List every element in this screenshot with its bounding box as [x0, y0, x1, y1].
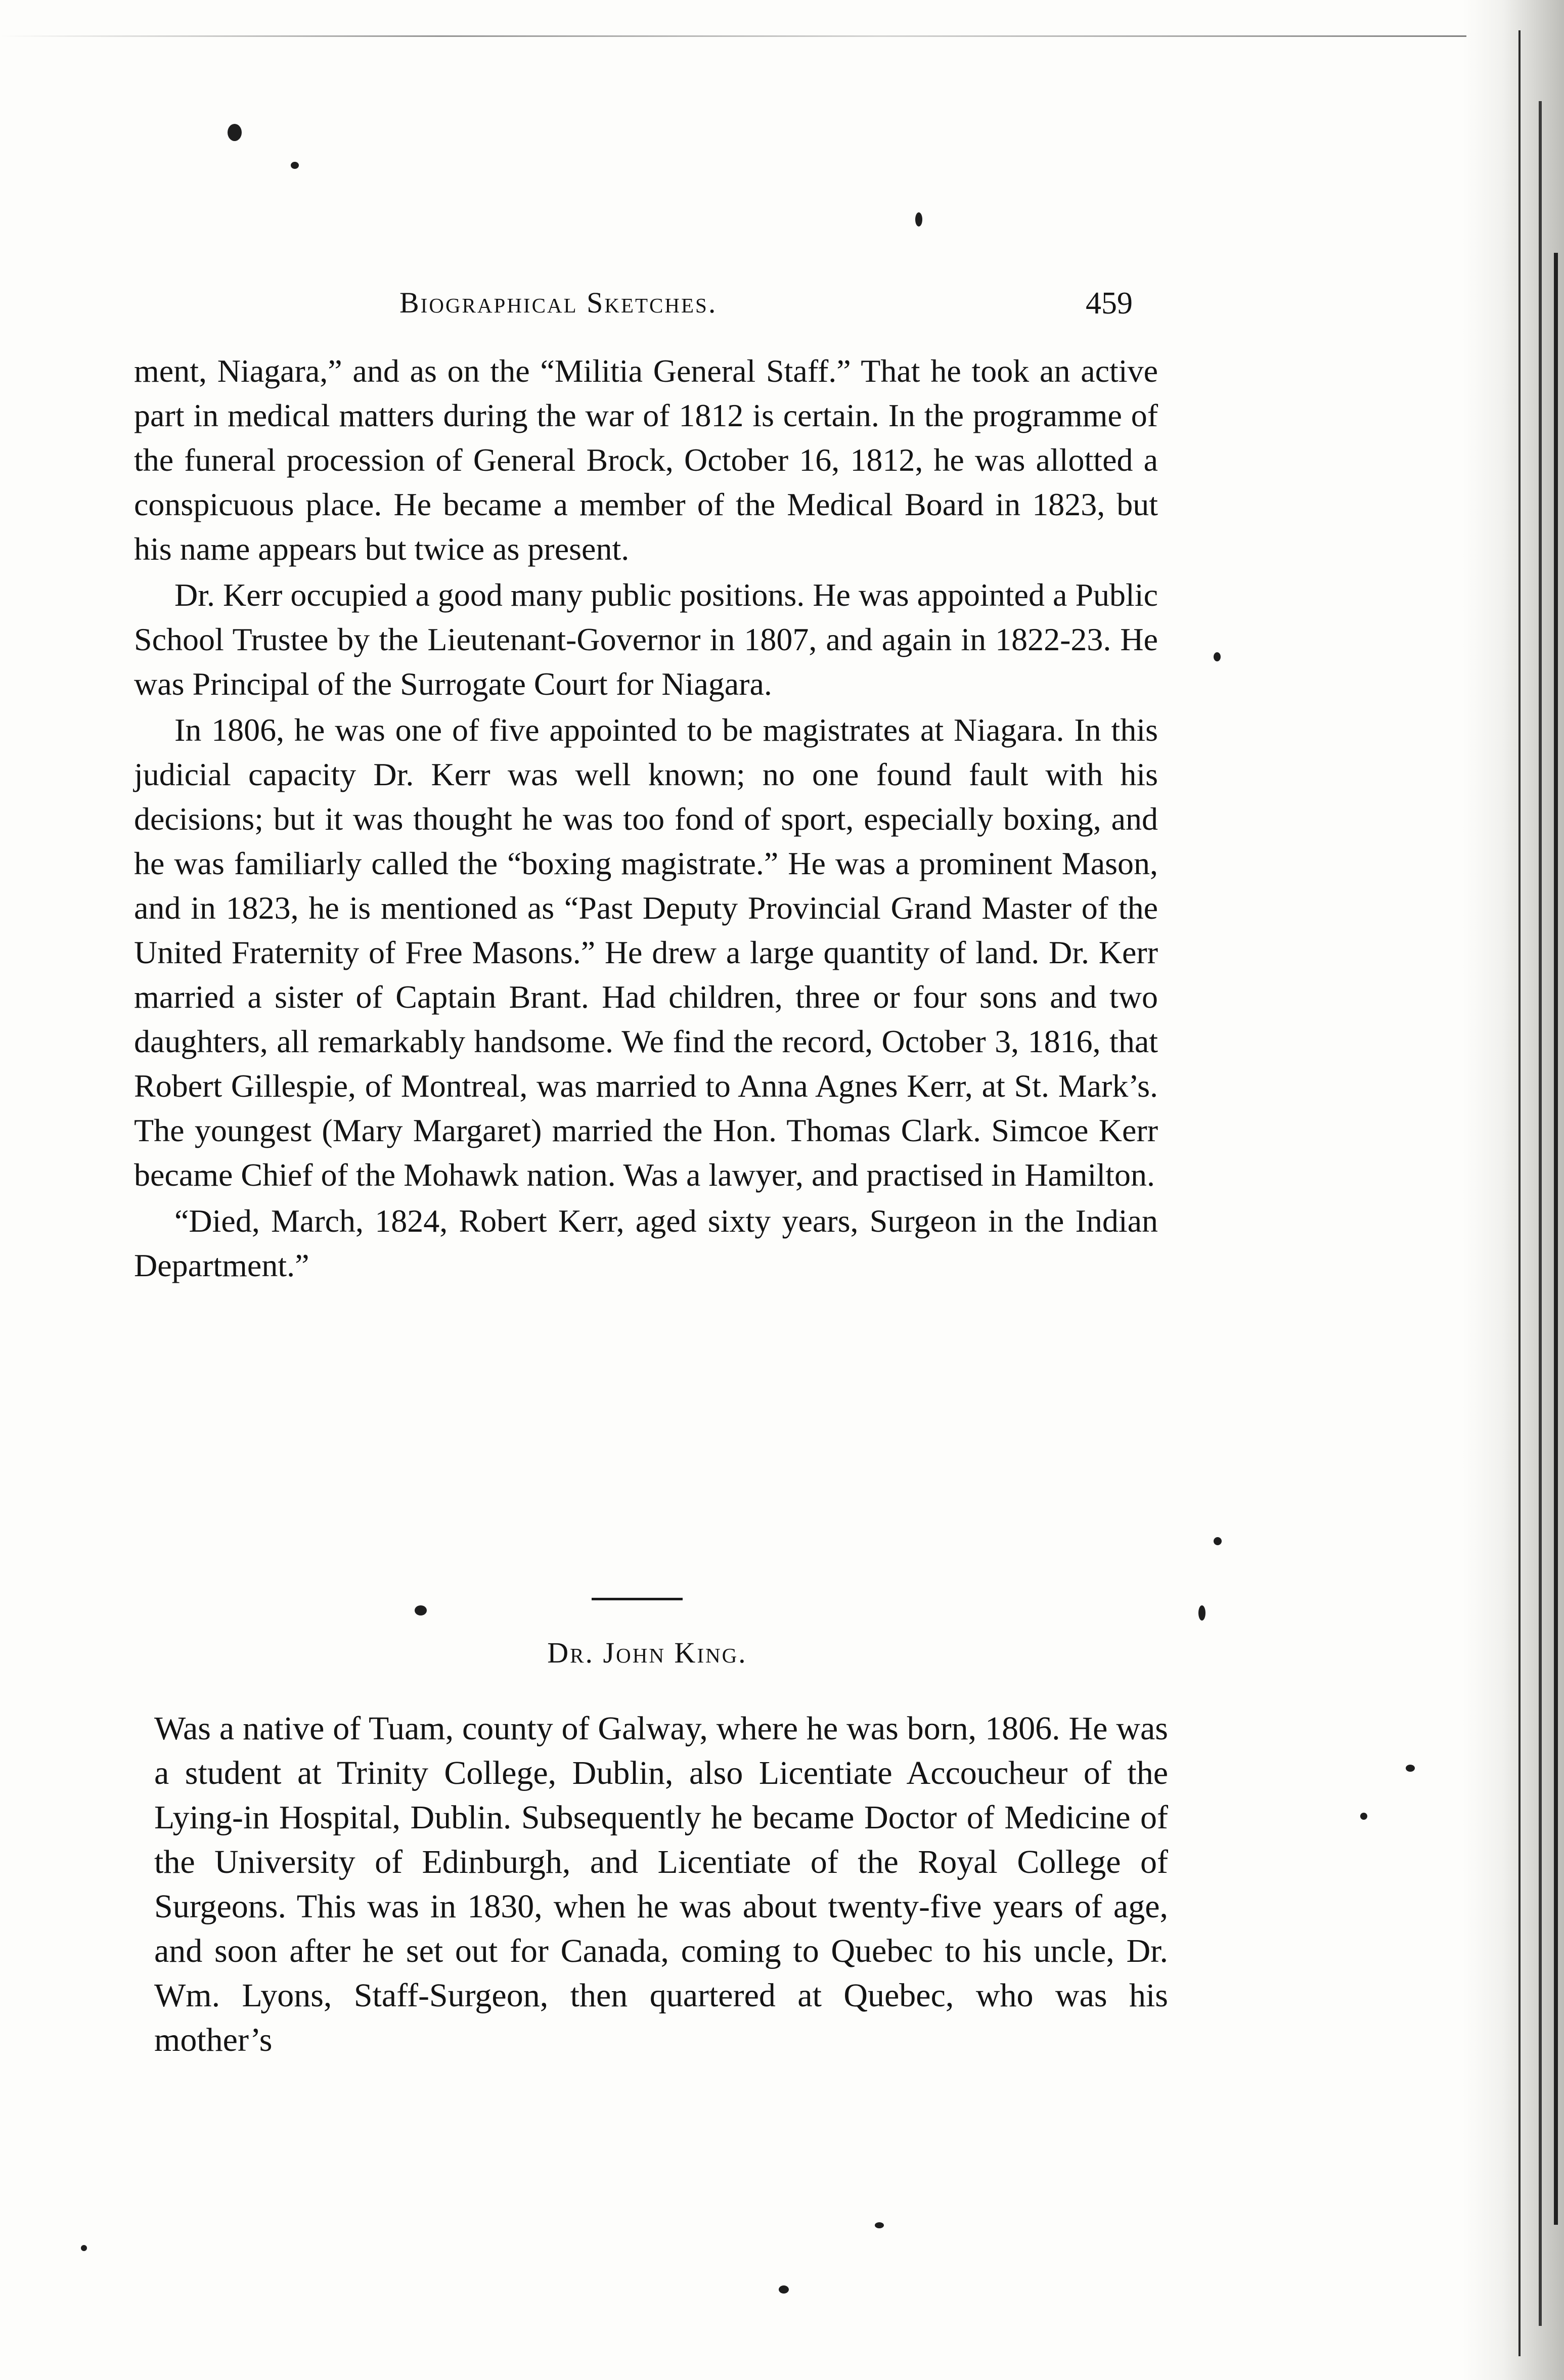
scan-speck: [1198, 1605, 1205, 1621]
scan-speck: [875, 2222, 884, 2228]
running-head: [399, 286, 1133, 331]
running-title: Biographical Sketches.: [399, 286, 718, 319]
binding-edge-line: [1518, 30, 1521, 2356]
scan-speck: [228, 124, 242, 141]
binding-edge-line: [1539, 101, 1542, 2326]
binding-edge: [1463, 0, 1564, 2380]
paragraph: Was a native of Tuam, county of Galway, where he was born, 1806. He was a student at Trinity College, Dublin, also Licentiate Accoucheur of the Lying-in Hospital, Dublin. Subsequently he became Doctor of Medicine of the University of Edinburgh, and Licentiate of the Royal College of Surgeons. This was in 1830, when he was about twenty-five years of age, and soon after he set out for Canada, coming to Quebec to his uncle, Dr. Wm. Lyons, Staff-Surgeon, then quartered at Quebec, who was his mother’s: [154, 1710, 1168, 2058]
scan-speck: [291, 162, 299, 169]
paragraph: ment, Niagara,” and as on the “Militia General Staff.” That he took an active part in medical matters during the war of 1812 is certain. In the programme of the funeral procession of General Brock, October 16, 1812, he was allotted a conspicuous place. He became a member of the Medical Board in 1823, but his name appears but twice as present.: [134, 353, 1158, 567]
scan-speck: [1214, 652, 1221, 661]
scan-speck: [1406, 1765, 1415, 1772]
scan-speck: [779, 2285, 789, 2294]
section-divider: [592, 1598, 683, 1600]
paragraph: “Died, March, 1824, Robert Kerr, aged sixty years, Surgeon in the Indian Department.”: [134, 1203, 1158, 1283]
binding-edge-line: [1554, 253, 1558, 2225]
scan-top-edge: [0, 35, 1466, 37]
scan-speck: [415, 1605, 427, 1615]
paragraph: Dr. Kerr occupied a good many public positions. He was appointed a Public School Trustee by the Lieutenant-Governor in 1807, and again in 1822-23. He was Principal of the Surrogate Court for Niagara.: [134, 577, 1158, 702]
paragraph: In 1806, he was one of five appointed to be magistrates at Niagara. In this judicial capacity Dr. Kerr was well known; no one found fault with his decisions; but it was thought he was too fond of sport, especially boxing, and he was familiarly called the “boxing magistrate.” He was a prominent Mason, and in 1823, he is mentioned as “Past Deputy Provincial Grand Master of the United Fraternity of Free Masons.” He drew a large quantity of land. Dr. Kerr married a sister of Captain Brant. Had children, three or four sons and two daughters, all remarkably handsome. We find the record, October 3, 1816, that Robert Gillespie, of Montreal, was married to Anna Agnes Kerr, at St. Mark’s. The youngest (Mary Margaret) married the Hon. Thomas Clark. Simcoe Kerr became Chief of the Mohawk nation. Was a lawyer, and practised in Hamilton.: [134, 712, 1158, 1193]
section-heading: Dr. John King.: [547, 1636, 747, 1669]
king-biography-text: [154, 1707, 1168, 2062]
scan-speck: [81, 2245, 87, 2251]
kerr-biography-text: [134, 349, 1158, 1289]
scan-speck: [915, 212, 922, 227]
scan-speck: [1360, 1813, 1367, 1820]
scan-speck: [1214, 1537, 1222, 1545]
page-number: 459: [1086, 286, 1133, 321]
